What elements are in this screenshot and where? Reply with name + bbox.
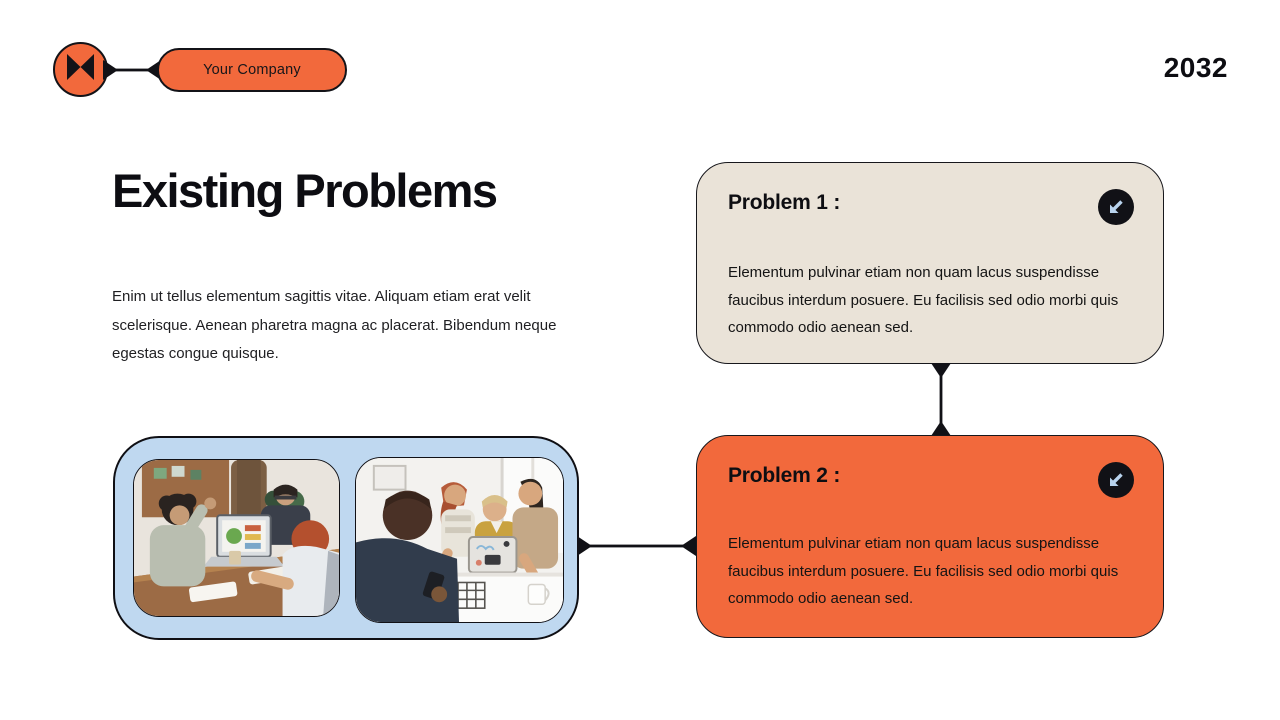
problem-1-label: Problem 1 : bbox=[728, 191, 841, 214]
brand-logo-button[interactable] bbox=[53, 42, 108, 97]
arrow-down-left-icon bbox=[1098, 189, 1134, 225]
problem-2-card bbox=[696, 435, 1164, 638]
arrow-down-left-icon bbox=[1098, 462, 1134, 498]
problem-1-body: Elementum pulvinar etiam non quam lacus suspendisse faucibus interdum posuere. Eu facilisis sed odio morbi quis commodo odio aenean sed. bbox=[728, 264, 1119, 336]
bowtie-icon bbox=[67, 53, 94, 86]
page-title: Existing Problems bbox=[112, 164, 497, 217]
company-name-button[interactable] bbox=[157, 48, 347, 92]
problem-2-label: Problem 2 : bbox=[728, 464, 841, 487]
team-collaborating-over-laptop-photo bbox=[355, 457, 564, 623]
year-label: 2032 bbox=[1163, 52, 1228, 83]
team-meeting-around-wooden-table-photo bbox=[133, 459, 340, 617]
intro-paragraph: Enim ut tellus elementum sagittis vitae. Aliquam etiam erat velit scelerisque. Aenean pharetra magna ac placerat. Bibendum neque egestas congue quisque. bbox=[112, 288, 557, 362]
company-name-label: Your Company bbox=[203, 62, 301, 78]
brand-connector-line bbox=[103, 58, 161, 82]
gallery-connector-line bbox=[577, 534, 696, 558]
card-connector-line bbox=[929, 363, 953, 436]
problem-2-body: Elementum pulvinar etiam non quam lacus suspendisse faucibus interdum posuere. Eu facilisis sed odio morbi quis commodo odio aenean sed. bbox=[728, 535, 1119, 607]
problem-1-card bbox=[696, 162, 1164, 364]
photo-gallery-panel bbox=[113, 436, 579, 640]
